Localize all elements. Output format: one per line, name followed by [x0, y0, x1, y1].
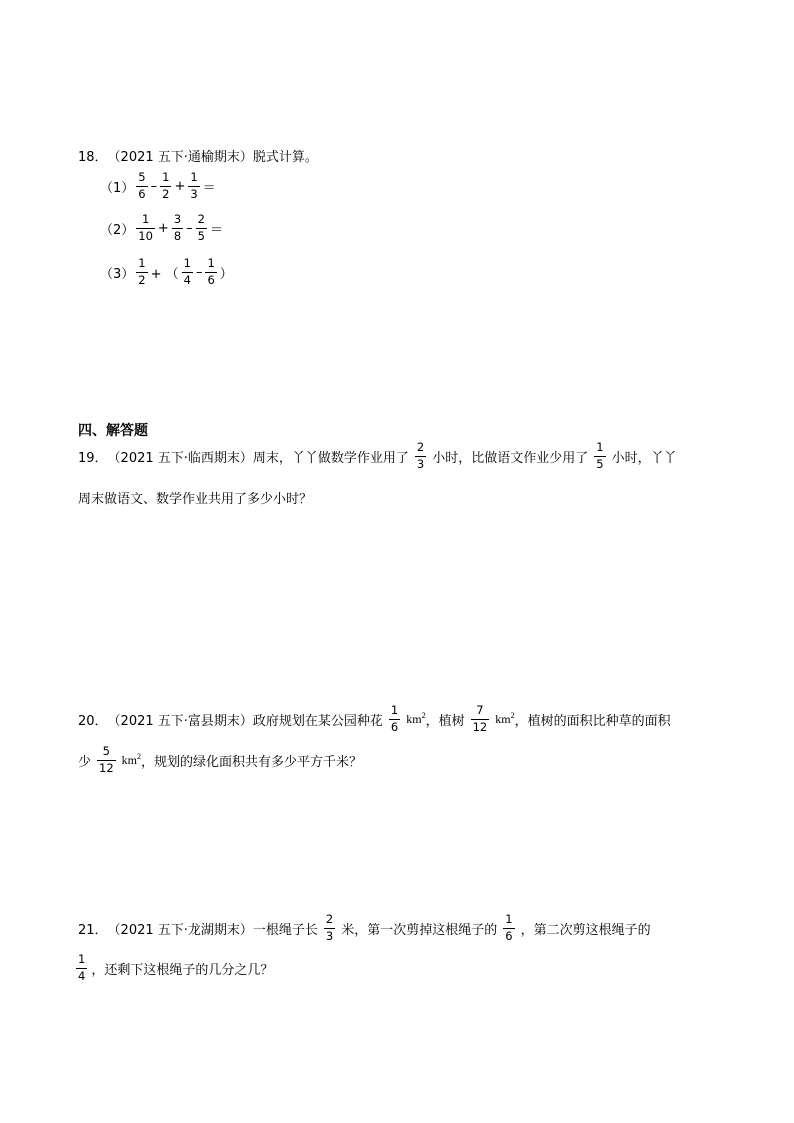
fraction: $\frac{3}{8}$ — [173, 212, 182, 243]
fraction: $\frac{1}{4}$ — [183, 256, 191, 287]
question-text: 周末，丫丫做数学作业用了 — [252, 450, 409, 466]
fraction: $\frac{2}{3}$ — [325, 912, 334, 943]
operator: + — [174, 178, 186, 194]
operator: + （ — [150, 266, 179, 282]
equals-sign: ＝ — [202, 180, 216, 196]
equals-sign: ＝ — [209, 222, 223, 238]
operator: – — [186, 220, 193, 236]
fraction: $\frac{7}{12}$ — [472, 703, 488, 734]
fraction: $\frac{2}{3}$ — [416, 440, 425, 471]
question-18-header — [78, 146, 318, 165]
question-20 — [78, 705, 671, 733]
question-text: 政府规划在某公园种花 — [252, 713, 383, 729]
question-number: 18． — [78, 150, 108, 165]
question-source: （2021 五下·龙湖期末） — [107, 922, 253, 938]
operator: + — [157, 220, 169, 236]
question-text: 少 — [78, 754, 92, 770]
unit-label: $km^2$ — [495, 711, 515, 726]
fraction: $\frac{1}{2}$ — [138, 256, 146, 287]
question-number: 19． — [78, 450, 108, 466]
question-text: ，植树 — [425, 713, 465, 729]
fraction: $\frac{1}{3}$ — [190, 170, 198, 201]
question-21-line-2 — [72, 954, 273, 982]
question-source: （2021 五下·临西期末） — [107, 450, 253, 466]
unit-label: $km^2$ — [406, 711, 426, 726]
fraction: $\frac{2}{5}$ — [197, 212, 205, 243]
fraction: $\frac{1}{2}$ — [162, 170, 170, 201]
fraction: $\frac{1}{5}$ — [596, 440, 604, 471]
fraction: $\frac{1}{10}$ — [138, 212, 153, 243]
question-20-line-2 — [78, 746, 362, 774]
question-text: ，植树的面积比种草的面积 — [514, 713, 671, 729]
question-text: 脱式计算。 — [252, 150, 318, 165]
question-text: 小时，丫丫 — [611, 450, 677, 466]
item-label: （3） — [100, 266, 135, 282]
fraction: $\frac{5}{12}$ — [99, 744, 114, 775]
question-text: ，规划的绿化面积共有多少平方千米？ — [141, 754, 363, 770]
question-number: 21． — [78, 922, 108, 938]
question-21 — [78, 914, 651, 942]
question-text: 小时，比做语文作业少用了 — [432, 450, 589, 466]
question-source: （2021 五下·通榆期末） — [107, 150, 253, 165]
fraction: $\frac{1}{6}$ — [390, 703, 399, 734]
question-text: 一根绳子长 — [252, 922, 318, 938]
item-label: （2） — [100, 222, 135, 238]
fraction: $\frac{1}{6}$ — [207, 256, 215, 287]
fraction: $\frac{1}{4}$ — [78, 952, 86, 983]
question-text: ，第二次剪这根绳子的 — [520, 922, 651, 938]
question-19-line-2 — [78, 488, 312, 507]
fraction: $\frac{5}{6}$ — [138, 170, 146, 201]
q18-item-3 — [100, 258, 234, 286]
question-number: 20． — [78, 713, 108, 729]
unit-label: $km^2$ — [121, 752, 141, 767]
question-text: ，还剩下这根绳子的几分之几？ — [91, 962, 274, 978]
fraction: $\frac{1}{6}$ — [505, 912, 513, 943]
q18-item-2 — [100, 214, 224, 242]
question-text: 周末做语文、数学作业共用了多少小时？ — [78, 492, 313, 507]
operator: – — [195, 264, 203, 280]
operator: – — [150, 178, 158, 194]
q18-item-1 — [100, 172, 217, 200]
question-19 — [78, 442, 677, 470]
close-paren: ） — [219, 266, 233, 282]
item-label: （1） — [100, 180, 135, 196]
question-text: 米，第一次剪掉这根绳子的 — [341, 922, 498, 938]
question-source: （2021 五下·富县期末） — [107, 713, 253, 729]
section-title: 四、解答题 — [78, 423, 148, 439]
